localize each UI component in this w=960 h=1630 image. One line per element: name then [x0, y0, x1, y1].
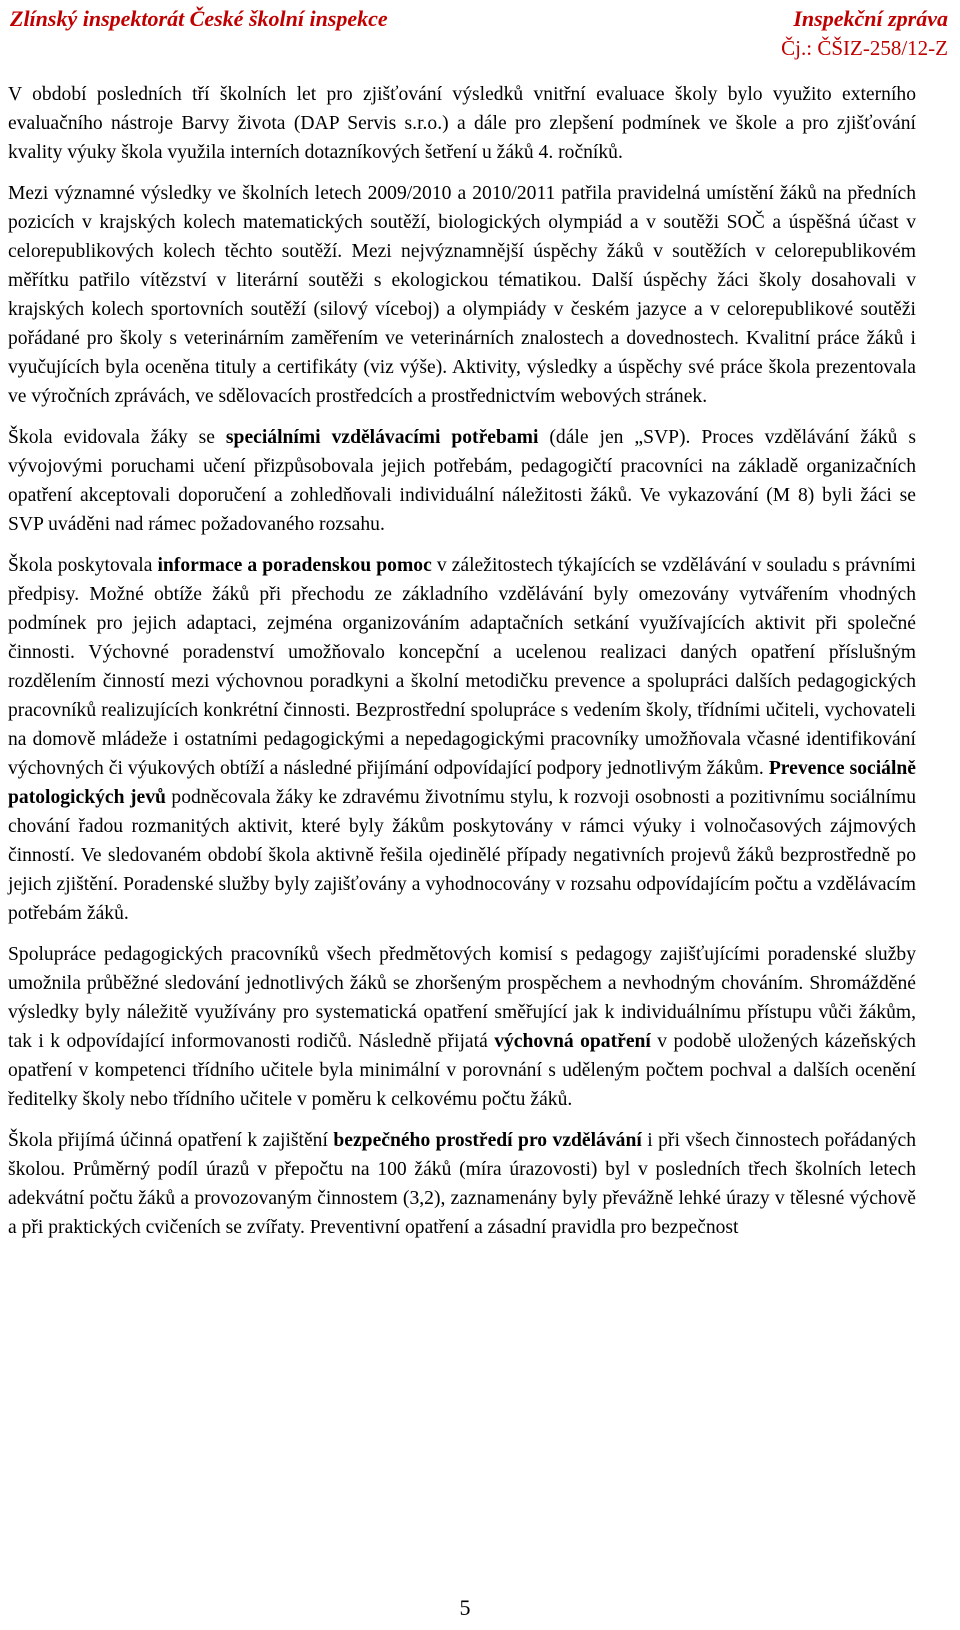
text-run: (dále jen „SVP). Proces vzdělávání žáků s vývojovými poruchami učení přizpůsobovala jejich potřebám, pedagogičtí pracovníci na základě organizačních opatření akceptovali doporučení a zohledňovali individuální náležitosti žáků. Ve vykazování (M 8) byli žáci se SVP uváděni nad rámec požadovaného rozsahu. [8, 427, 916, 535]
bold-phrase: speciálními vzdělávacími potřebami [225, 427, 539, 448]
paragraph [8, 1126, 916, 1242]
header-report-title: Inspekční zpráva [793, 6, 948, 31]
text-run: Mezi významné výsledky ve školních letech 2009/2010 a 2010/2011 patřila pravidelná umístění žáků na předních pozicích v krajských kolech matematických soutěží, biologických olympiád a v soutěži SOČ a úspěšná účast v celorepublikových kolech těchto soutěží. Mezi nejvýznamnější úspěchy žáků v soutěžích v celorepublikovém měřítku patřilo vítězství v literární soutěži s ekologickou tématikou. Další úspěchy žáci školy dosahovali v krajských kolech sportovních soutěží (silový víceboj) a olympiády v českém jazyce a v celorepublikové soutěži pořádané pro školy s veterinárním zaměřením ve veterinárních znalostech a dovednostech. Kvalitní práce žáků i vyučujících byla oceněna tituly a certifikáty (viz výše). Aktivity, výsledky a úspěchy své práce škola prezentovala ve výročních zprávách, ve sdělovacích prostředcích a prostřednictvím webových stránek. [8, 183, 916, 407]
text-run: Škola přijímá účinná opatření k zajištění [8, 1130, 334, 1151]
header-reference-number: Čj.: ČŠIZ-258/12-Z [781, 36, 948, 60]
text-run: Škola poskytovala [8, 555, 158, 576]
text-run: v záležitostech týkajících se vzdělávání v souladu s právními předpisy. Možné obtíže žáků při přechodu ze základního vzdělávání byly omezovány vytvářením vhodných podmínek pro jejich adaptaci, zejména organizováním adaptačních setkání využívajících aktivit při společné činnosti. Výchovné poradenství umožňovalo koncepční a ucelenou realizaci daných opatření příslušným rozdělením činností mezi výchovnou poradkyni a školní metodičku prevence a spolupráci dalších pedagogických pracovníků realizujících konkrétní činnosti. Bezprostřední spolupráce s vedením školy, třídními učiteli, vychovateli na domově mládeže i ostatními pedagogickými a nepedagogickými pracovníky umožňovala včasné identifikování výchovných či výukových obtíží a následné přijímání odpovídající podpory jednotlivým žákům. [8, 555, 916, 779]
paragraph [8, 551, 916, 928]
header-inspectorate: Zlínský inspektorát České školní inspekce [10, 6, 388, 31]
page-number: 5 [459, 1595, 471, 1620]
text-run: Spolupráce pedagogických pracovníků všech předmětových komisí s pedagogy zajišťujícími poradenské služby umožnila průběžné sledování jednotlivých žáků se zhoršeným prospěchem a nevhodným chováním. Shromážděné výsledky byly náležitě využívány pro systematická opatření směřující jak k individuálnímu přístupu vůči žákům, tak i k odpovídající informovanosti rodičů. Následně přijatá [8, 944, 916, 1052]
bold-phrase: výchovná opatření [494, 1031, 651, 1052]
page-header [10, 4, 948, 64]
bold-phrase: informace a poradenskou pomoc [157, 555, 432, 576]
text-run: v podobě uložených kázeňských opatření v kompetenci třídního učitele byla minimální v porovnání s uděleným počtem pochval a dalších ocenění ředitelky školy nebo třídního učitele v poměru k celkovému počtu žáků. [8, 1031, 916, 1110]
text-run: V období posledních tří školních let pro zjišťování výsledků vnitřní evaluace školy bylo využito externího evaluačního nástroje Barvy života (DAP Servis s.r.o.) a dále pro zlepšení podmínek ve škole a pro zjišťování kvality výuky škola využila interních dotazníkových šetření u žáků 4. ročníků. [8, 84, 916, 163]
bold-phrase: bezpečného prostředí pro vzdělávání [333, 1130, 642, 1151]
text-run: Škola evidovala žáky se [8, 427, 226, 448]
text-run: podněcovala žáky ke zdravému životnímu stylu, k rozvoji osobnosti a pozitivnímu sociálnímu chování řadou rozmanitých aktivit, které byly žákům poskytovány v rámci výuky i volnočasových zájmových činností. Ve sledovaném období škola aktivně řešila ojedinělé případy negativních projevů žáků bezprostředně po jejich zjištění. Poradenské služby byly zajišťovány a vyhodnocovány v rozsahu odpovídajícím počtu a vzdělávacím potřebám žáků. [8, 787, 916, 924]
paragraph [8, 80, 916, 167]
bold-phrase: Prevence sociálně patologických jevů [8, 758, 917, 808]
paragraph [8, 423, 916, 539]
paragraph [8, 179, 916, 411]
body-text [8, 80, 916, 1254]
paragraph [8, 940, 916, 1114]
text-run: i při všech činnostech pořádaných školou. Průměrný podíl úrazů v přepočtu na 100 žáků (míra úrazovosti) byl v posledních třech školních letech adekvátní počtu žáků a provozovaným činnostem (3,2), zaznamenány byly převážně lehké úrazy v tělesné výchově a při praktických cvičeních se zvířaty. Preventivní opatření a zásadní pravidla pro bezpečnost [8, 1130, 917, 1238]
